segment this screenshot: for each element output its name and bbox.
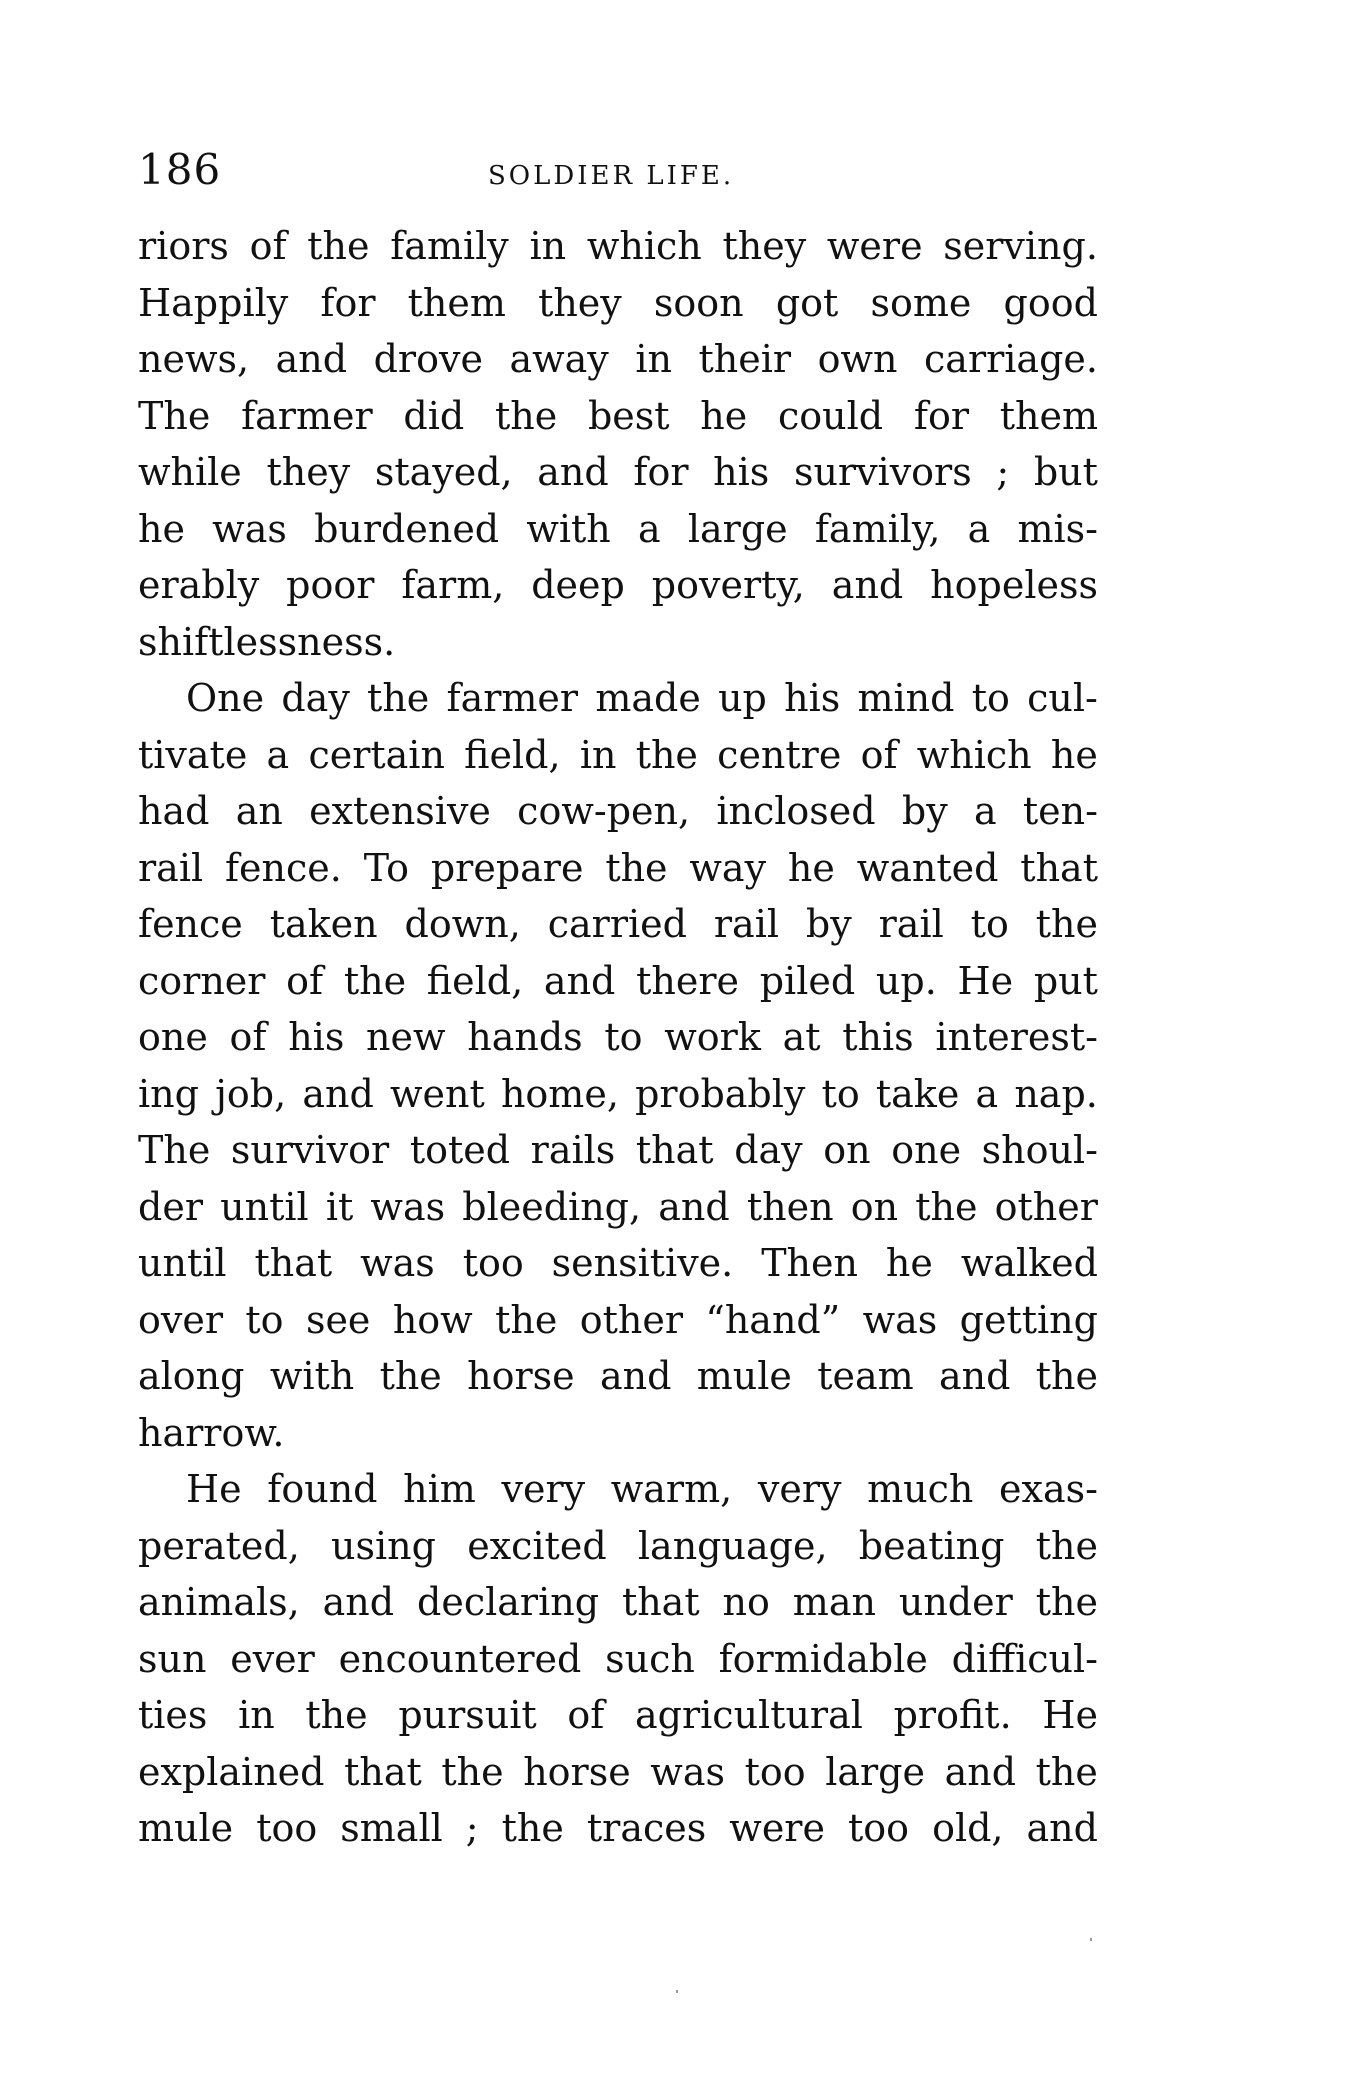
word: such xyxy=(605,1636,695,1681)
text-line xyxy=(138,1461,1098,1518)
word: some xyxy=(870,280,972,325)
word: horse xyxy=(467,1354,575,1398)
word: and xyxy=(658,1184,730,1229)
word: the xyxy=(635,732,698,777)
word: and xyxy=(1026,1806,1098,1850)
word: toted xyxy=(409,1128,511,1172)
paragraph-2 xyxy=(138,670,1098,1461)
word: was xyxy=(360,1241,435,1285)
text-line xyxy=(138,218,1098,275)
text-line: harrow. xyxy=(138,1410,285,1455)
text-line xyxy=(138,1292,1098,1349)
word: ing xyxy=(138,1071,199,1116)
text-line xyxy=(138,1574,1098,1631)
word: the xyxy=(915,1184,978,1229)
word: fence. xyxy=(224,845,342,890)
word: family xyxy=(390,224,509,268)
word: the xyxy=(495,1297,558,1342)
word: field, xyxy=(464,732,561,777)
word: mind xyxy=(857,676,955,720)
word: erably xyxy=(138,563,260,607)
word: he xyxy=(787,845,835,890)
word: that xyxy=(1020,845,1098,890)
word: were xyxy=(729,1806,825,1850)
word: tivate xyxy=(138,732,248,777)
word: burdened xyxy=(314,506,500,551)
word: pursuit xyxy=(398,1693,537,1737)
word: shoul- xyxy=(981,1128,1098,1172)
word: could xyxy=(778,393,884,438)
word: his xyxy=(784,676,841,720)
word: way xyxy=(689,845,767,890)
word: the xyxy=(1035,1523,1098,1568)
word: day xyxy=(281,676,350,720)
word: they xyxy=(538,280,622,325)
word: To xyxy=(363,845,409,890)
text-line xyxy=(138,1179,1098,1236)
text-line: shiftlessness. xyxy=(138,619,396,664)
word: up. xyxy=(875,958,937,1003)
word: excited xyxy=(467,1523,607,1568)
word: them xyxy=(999,393,1098,438)
word: under xyxy=(898,1580,1013,1624)
text-line xyxy=(138,1518,1098,1575)
word: too xyxy=(256,1806,318,1850)
word: drove xyxy=(373,337,483,381)
word: did xyxy=(403,393,465,438)
word: probably xyxy=(635,1071,806,1116)
word: traces xyxy=(586,1806,707,1850)
word: found xyxy=(267,1467,378,1511)
word: their xyxy=(698,337,792,381)
word: rails xyxy=(530,1128,616,1172)
word: He xyxy=(957,958,1014,1003)
text-line xyxy=(138,783,1098,840)
word: in xyxy=(579,732,617,777)
word: “hand” xyxy=(705,1297,841,1342)
word: a xyxy=(967,506,991,551)
word: poverty, xyxy=(651,563,805,607)
word: and xyxy=(275,337,348,381)
word: made xyxy=(595,676,701,720)
word: much xyxy=(867,1467,974,1511)
text-line xyxy=(138,1009,1098,1066)
word: he xyxy=(885,1241,933,1285)
word: and xyxy=(599,1354,672,1398)
word: an xyxy=(235,789,283,833)
word: He xyxy=(1042,1693,1098,1737)
word: work xyxy=(664,1015,761,1059)
word: perated, xyxy=(138,1523,300,1568)
word: warm, xyxy=(610,1467,733,1511)
word: which xyxy=(586,224,702,268)
word: large xyxy=(825,1749,925,1794)
word: wanted xyxy=(856,845,999,890)
word: beating xyxy=(858,1523,1005,1568)
word: serving. xyxy=(943,224,1098,268)
word: He xyxy=(186,1467,242,1511)
word: the xyxy=(1035,1749,1098,1794)
word: put xyxy=(1033,958,1098,1003)
word: with xyxy=(269,1354,355,1398)
word: fence xyxy=(138,902,243,946)
word: field, xyxy=(426,958,524,1003)
word: but xyxy=(1033,450,1098,494)
word: news, xyxy=(138,337,250,381)
word: farm, xyxy=(401,563,505,607)
word: that xyxy=(344,1749,422,1794)
word: family, xyxy=(814,506,941,551)
word: which xyxy=(916,732,1032,777)
word: One xyxy=(186,676,265,720)
word: hands xyxy=(467,1015,583,1059)
text-line xyxy=(138,727,1098,784)
word: too xyxy=(848,1806,910,1850)
word: he xyxy=(1050,732,1098,777)
word: farmer xyxy=(241,393,373,438)
word: on xyxy=(823,1128,871,1172)
word: declaring xyxy=(417,1580,600,1624)
word: small xyxy=(340,1806,443,1850)
word: walked xyxy=(960,1241,1098,1285)
text-line xyxy=(138,1066,1098,1123)
word: deep xyxy=(531,563,625,607)
text-line xyxy=(138,388,1098,445)
word: that xyxy=(635,1128,714,1172)
word: to xyxy=(821,1071,860,1116)
word: were xyxy=(826,224,923,268)
page-number: 186 xyxy=(138,145,222,194)
word: that xyxy=(254,1241,333,1285)
word: encountered xyxy=(338,1636,582,1681)
word: interest- xyxy=(935,1015,1098,1059)
word: take xyxy=(875,1071,960,1116)
word: the xyxy=(367,676,430,720)
word: and xyxy=(543,958,616,1003)
word: how xyxy=(392,1297,473,1342)
word: ties xyxy=(138,1693,208,1737)
word: for xyxy=(913,393,969,438)
word: the xyxy=(343,958,407,1003)
word: best xyxy=(587,393,670,438)
body-text xyxy=(138,218,1098,1857)
word: at xyxy=(782,1015,821,1059)
word: der xyxy=(138,1184,203,1229)
word: difficul- xyxy=(951,1636,1098,1681)
word: stayed, xyxy=(374,450,513,494)
word: home, xyxy=(500,1071,619,1116)
word: corner xyxy=(138,958,266,1003)
word: along xyxy=(138,1354,245,1398)
word: rail xyxy=(878,902,944,946)
word: piled xyxy=(759,958,856,1003)
text-line xyxy=(138,1687,1098,1744)
text-line xyxy=(138,1744,1098,1801)
word: riors xyxy=(138,224,229,268)
word: was xyxy=(650,1749,725,1794)
word: and xyxy=(831,563,904,607)
word: his xyxy=(288,1015,345,1059)
word: in xyxy=(529,224,567,268)
word: to xyxy=(245,1297,284,1342)
word: taken xyxy=(269,902,378,946)
word: it xyxy=(325,1184,354,1229)
word: the xyxy=(1035,902,1098,946)
word: cow-pen, xyxy=(517,789,691,833)
paper-speck xyxy=(676,1990,678,1993)
word: and xyxy=(322,1580,395,1624)
word: over xyxy=(138,1297,223,1342)
running-head: SOLDIER LIFE. xyxy=(488,161,735,191)
text-line xyxy=(138,1631,1098,1688)
word: using xyxy=(331,1523,436,1568)
text-line xyxy=(138,275,1098,332)
text-line xyxy=(138,1800,1098,1857)
text-line xyxy=(138,953,1098,1010)
word: extensive xyxy=(309,789,491,833)
word: the xyxy=(494,393,558,438)
word: this xyxy=(842,1015,914,1059)
word: a xyxy=(266,732,290,777)
word: and xyxy=(944,1749,1017,1794)
word: soon xyxy=(653,280,744,325)
word: survivor xyxy=(230,1128,390,1172)
word: and xyxy=(537,450,609,494)
word: other xyxy=(579,1297,683,1342)
word: up xyxy=(718,676,767,720)
word: cul- xyxy=(1027,676,1098,720)
word: The xyxy=(138,393,211,438)
word: they xyxy=(722,224,807,268)
word: ten- xyxy=(1022,789,1098,833)
word: man xyxy=(792,1580,876,1624)
word: inclosed xyxy=(716,789,876,833)
word: a xyxy=(637,506,661,551)
word: other xyxy=(994,1184,1098,1229)
word: then xyxy=(746,1184,834,1229)
paper-speck xyxy=(1090,1938,1092,1941)
word: ; xyxy=(465,1806,479,1850)
word: the xyxy=(1035,1580,1098,1624)
word: mis- xyxy=(1017,506,1098,551)
word: in xyxy=(635,337,672,381)
word: Then xyxy=(761,1241,858,1285)
word: a xyxy=(975,1071,999,1116)
word: on xyxy=(850,1184,899,1229)
word: to xyxy=(970,902,1009,946)
word: and xyxy=(302,1071,374,1116)
word: down, xyxy=(404,902,521,946)
word: ; xyxy=(996,450,1010,494)
word: of xyxy=(229,1015,267,1059)
word: ever xyxy=(230,1636,315,1681)
word: sun xyxy=(138,1636,207,1681)
word: was xyxy=(370,1184,446,1229)
word: there xyxy=(636,958,739,1003)
text-line xyxy=(138,1122,1098,1179)
word: hopeless xyxy=(930,563,1098,607)
page-header xyxy=(138,140,1098,200)
word: The xyxy=(138,1128,211,1172)
word: bleeding, xyxy=(462,1184,642,1229)
text-line xyxy=(138,840,1098,897)
text-line xyxy=(138,670,1098,727)
word: until xyxy=(138,1241,227,1285)
word: certain xyxy=(308,732,445,777)
word: old, xyxy=(932,1806,1004,1850)
word: see xyxy=(305,1297,371,1342)
word: of xyxy=(249,224,287,268)
text-line xyxy=(138,501,1098,558)
word: own xyxy=(817,337,898,381)
word: in xyxy=(238,1693,275,1737)
text-line xyxy=(138,1235,1098,1292)
word: to xyxy=(604,1015,643,1059)
word: sensitive. xyxy=(551,1241,734,1285)
word: very xyxy=(757,1467,842,1511)
word: went xyxy=(390,1071,485,1116)
word: his xyxy=(713,450,770,494)
word: while xyxy=(138,450,242,494)
word: him xyxy=(403,1467,476,1511)
word: rail xyxy=(138,845,204,890)
word: carriage. xyxy=(924,337,1098,381)
word: explained xyxy=(138,1749,325,1794)
word: the xyxy=(305,1693,368,1737)
word: too xyxy=(744,1749,806,1794)
word: of xyxy=(567,1693,605,1737)
word: had xyxy=(138,789,210,833)
word: mule xyxy=(138,1806,234,1850)
word: until xyxy=(220,1184,309,1229)
word: profit. xyxy=(893,1693,1012,1737)
word: poor xyxy=(286,563,375,607)
word: Happily xyxy=(138,280,289,325)
word: exas- xyxy=(999,1467,1098,1511)
word: to xyxy=(971,676,1010,720)
word: rail xyxy=(713,902,780,946)
word: survivors xyxy=(793,450,972,494)
word: by xyxy=(901,789,948,833)
word: good xyxy=(1003,280,1098,325)
word: getting xyxy=(959,1297,1098,1342)
word: he xyxy=(138,506,185,551)
word: horse xyxy=(523,1749,631,1794)
word: large xyxy=(687,506,788,551)
word: them xyxy=(407,280,506,325)
word: the xyxy=(1035,1354,1098,1398)
word: the xyxy=(441,1749,504,1794)
text-line xyxy=(138,896,1098,953)
word: carried xyxy=(547,902,687,946)
word: he xyxy=(700,393,748,438)
word: animals, xyxy=(138,1580,300,1624)
paragraph-3 xyxy=(138,1461,1098,1857)
word: was xyxy=(862,1297,938,1342)
word: of xyxy=(286,958,324,1003)
word: prepare xyxy=(430,845,584,890)
word: that xyxy=(621,1580,700,1624)
text-line xyxy=(138,331,1098,388)
word: centre xyxy=(717,732,842,777)
word: new xyxy=(366,1015,446,1059)
word: the xyxy=(605,845,668,890)
word: day xyxy=(734,1128,803,1172)
text-line xyxy=(138,1348,1098,1405)
word: agricultural xyxy=(634,1693,863,1737)
word: a xyxy=(973,789,997,833)
word: no xyxy=(722,1580,770,1624)
word: nap. xyxy=(1014,1071,1098,1116)
word: was xyxy=(212,506,287,551)
word: with xyxy=(526,506,611,551)
word: language, xyxy=(637,1523,828,1568)
word: the xyxy=(379,1354,442,1398)
word: the xyxy=(307,224,370,268)
paragraph-1 xyxy=(138,218,1098,670)
word: one xyxy=(891,1128,962,1172)
word: very xyxy=(501,1467,586,1511)
word: formidable xyxy=(718,1636,928,1681)
word: too xyxy=(462,1241,524,1285)
word: team xyxy=(817,1354,914,1398)
word: and xyxy=(938,1354,1011,1398)
word: the xyxy=(501,1806,564,1850)
word: farmer xyxy=(446,676,579,720)
word: for xyxy=(320,280,376,325)
word: of xyxy=(860,732,898,777)
text-line xyxy=(138,557,1098,614)
word: mule xyxy=(696,1354,792,1398)
text-line xyxy=(138,444,1098,501)
word: they xyxy=(266,450,351,494)
word: job, xyxy=(215,1071,287,1116)
word: got xyxy=(775,280,839,325)
word: away xyxy=(509,337,609,381)
word: by xyxy=(805,902,852,946)
word: one xyxy=(138,1015,208,1059)
word: for xyxy=(633,450,689,494)
